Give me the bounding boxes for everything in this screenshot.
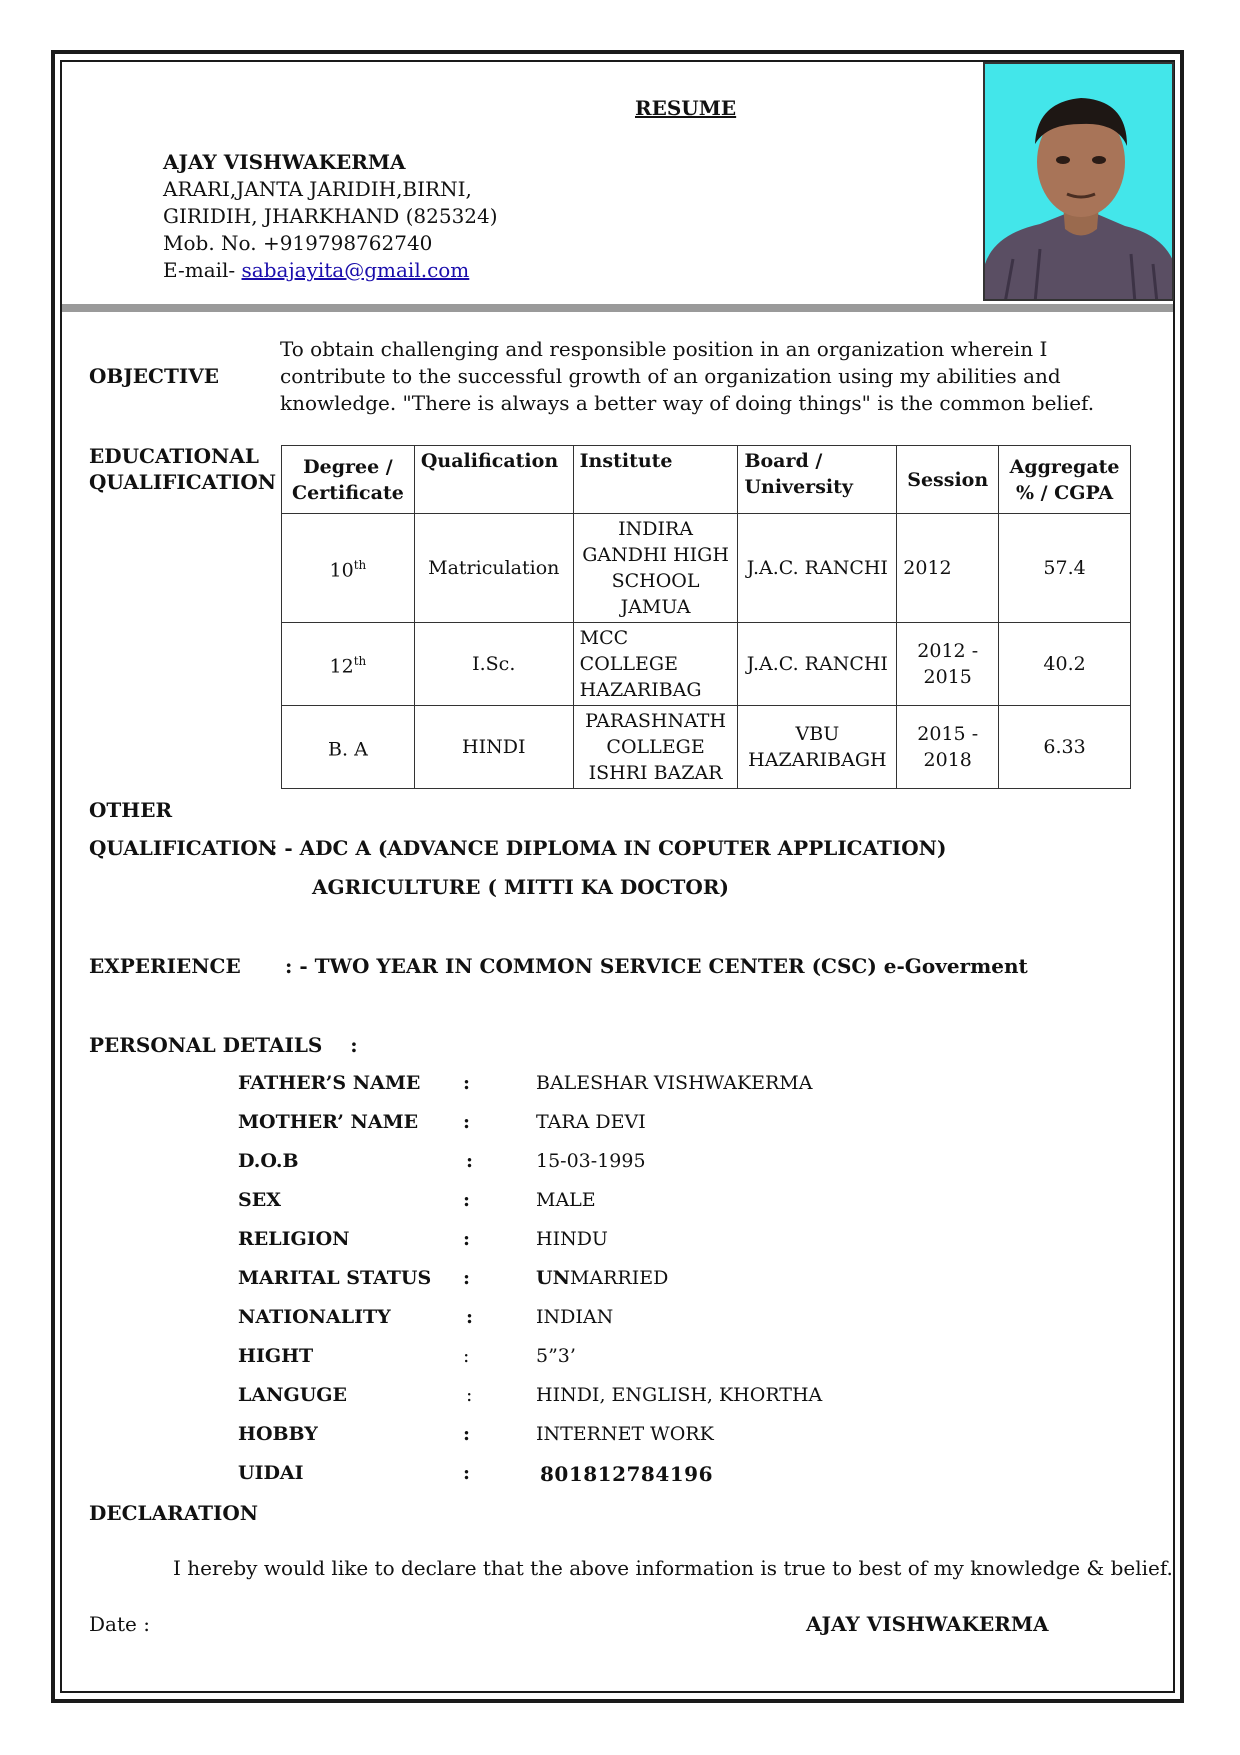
institute-cell: PARASHNATH COLLEGE ISHRI BAZAR <box>573 706 738 789</box>
column-header: Board / University <box>738 446 897 514</box>
detail-label: LANGUGE <box>238 1384 347 1406</box>
objective-label: OBJECTIVE <box>89 364 219 388</box>
detail-colon: : <box>463 1462 471 1484</box>
education-label-line-1: EDUCATIONAL <box>89 444 259 468</box>
email-link[interactable]: sabajayita@gmail.com <box>241 258 470 282</box>
institute-cell: MCC COLLEGE HAZARIBAG <box>573 623 738 706</box>
person-silhouette-icon <box>985 64 1174 301</box>
mobile-number: Mob. No. +919798762740 <box>163 231 433 255</box>
board-cell: VBU HAZARIBAGH <box>738 706 897 789</box>
table-row <box>282 623 1131 706</box>
address-line-1: ARARI,JANTA JARIDIH,BIRNI, <box>163 177 472 201</box>
experience-label: EXPERIENCE <box>89 954 241 978</box>
education-table <box>281 445 1131 789</box>
aggregate-cell: 40.2 <box>999 623 1131 706</box>
detail-label: MARITAL STATUS <box>238 1267 432 1289</box>
column-header: Institute <box>573 446 738 514</box>
detail-value: HINDI, ENGLISH, KHORTHA <box>536 1384 823 1406</box>
table-row <box>282 514 1131 623</box>
other-qualification-label-line-2: QUALIFICATION <box>89 836 277 860</box>
detail-value: HINDU <box>536 1228 608 1250</box>
detail-colon: : <box>466 1384 473 1406</box>
detail-label: HIGHT <box>238 1345 314 1367</box>
table-row <box>282 706 1131 789</box>
detail-value: MALE <box>536 1189 596 1211</box>
detail-value: 801812784196 <box>540 1462 713 1486</box>
other-qualification-line-1: : - ADC A (ADVANCE DIPLOMA IN COPUTER APPLICATION) <box>270 836 947 860</box>
detail-label: RELIGION <box>238 1228 350 1250</box>
detail-label: HOBBY <box>238 1423 318 1445</box>
detail-value: INTERNET WORK <box>536 1423 714 1445</box>
detail-colon: : <box>463 1423 471 1445</box>
institute-cell: INDIRA GANDHI HIGH SCHOOL JAMUA <box>573 514 738 623</box>
declaration-text: I hereby would like to declare that the above information is true to best of my knowledge & belief. <box>173 1556 1173 1580</box>
session-cell: 2015 - 2018 <box>897 706 999 789</box>
column-header: Qualification <box>414 446 573 514</box>
experience-text: : - TWO YEAR IN COMMON SERVICE CENTER (CSC) e-Goverment <box>285 954 1028 978</box>
detail-label: MOTHER’ NAME <box>238 1111 419 1133</box>
detail-value: 15-03-1995 <box>536 1150 646 1172</box>
detail-value: UNMARRIED <box>536 1267 669 1289</box>
detail-colon: : <box>463 1267 471 1289</box>
qualification-cell: HINDI <box>414 706 573 789</box>
detail-colon: : <box>463 1345 470 1367</box>
address-line-2: GIRIDIH, JHARKHAND (825324) <box>163 204 498 228</box>
session-cell: 2012 <box>897 514 999 623</box>
detail-colon: : <box>463 1072 471 1094</box>
detail-value: TARA DEVI <box>536 1111 646 1133</box>
signature-name: AJAY VISHWAKERMA <box>806 1612 1049 1636</box>
qualification-cell: I.Sc. <box>414 623 573 706</box>
column-header: Degree / Certificate <box>282 446 415 514</box>
qualification-cell: Matriculation <box>414 514 573 623</box>
column-header: Session <box>897 446 999 514</box>
detail-label: NATIONALITY <box>238 1306 391 1328</box>
profile-photo <box>983 62 1174 301</box>
email-line <box>163 258 469 282</box>
personal-details-label: PERSONAL DETAILS : <box>89 1033 358 1057</box>
detail-label: SEX <box>238 1189 281 1211</box>
resume-title: RESUME <box>635 96 737 120</box>
email-label: E-mail- <box>163 258 242 282</box>
detail-colon: : <box>463 1228 471 1250</box>
detail-value: INDIAN <box>536 1306 614 1328</box>
session-cell: 2012 - 2015 <box>897 623 999 706</box>
table-header-row <box>282 446 1131 514</box>
declaration-label: DECLARATION <box>89 1501 259 1525</box>
column-header: Aggregate % / CGPA <box>999 446 1131 514</box>
detail-colon: : <box>463 1111 471 1133</box>
education-label-line-2: QUALIFICATION <box>89 470 277 494</box>
degree-cell: 12th <box>282 623 415 706</box>
detail-value: BALESHAR VISHWAKERMA <box>536 1072 813 1094</box>
board-cell: J.A.C. RANCHI <box>738 514 897 623</box>
detail-colon: : <box>466 1306 474 1328</box>
detail-value: 5”3’ <box>536 1345 576 1367</box>
detail-label: UIDAI <box>238 1462 304 1484</box>
aggregate-cell: 57.4 <box>999 514 1131 623</box>
date-label: Date : <box>89 1612 150 1636</box>
header-divider <box>62 304 1173 312</box>
detail-colon: : <box>466 1150 474 1172</box>
other-qualification-label-line-1: OTHER <box>89 798 173 822</box>
degree-cell: B. A <box>282 706 415 789</box>
board-cell: J.A.C. RANCHI <box>738 623 897 706</box>
other-qualification-line-2: AGRICULTURE ( MITTI KA DOCTOR) <box>312 875 729 899</box>
objective-text: To obtain challenging and responsible position in an organization wherein I contribute to the successful growth of an organization using my abilities and knowledge. "There is always a better way of doing things" is the common belief. <box>280 337 1095 415</box>
detail-colon: : <box>463 1189 471 1211</box>
detail-label: D.O.B <box>238 1150 299 1172</box>
detail-label: FATHER’S NAME <box>238 1072 421 1094</box>
applicant-name: AJAY VISHWAKERMA <box>163 150 406 174</box>
degree-cell: 10th <box>282 514 415 623</box>
aggregate-cell: 6.33 <box>999 706 1131 789</box>
